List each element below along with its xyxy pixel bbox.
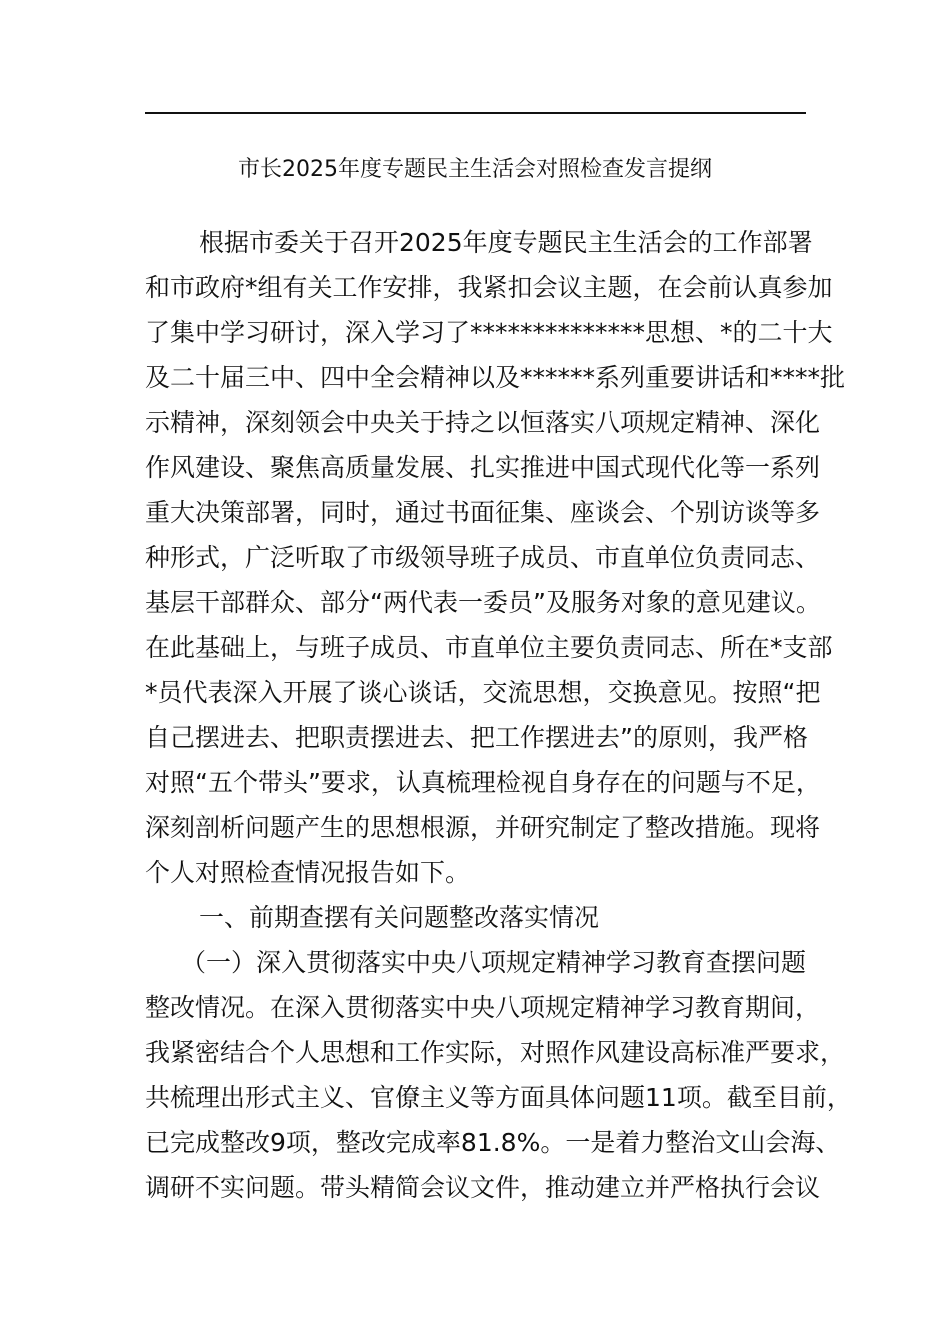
subsection-heading: （一）深入贯彻落实中央八项规定精神学习教育查摆问题 [181,948,807,977]
paragraph-line: 我紧密结合个人思想和工作实际，对照作风建设高标准严要求， [145,1038,846,1067]
paragraph-line: 及二十届三中、四中全会精神以及******系列重要讲话和****批 [145,363,846,392]
section-heading: 一、前期查摆有关问题整改落实情况 [199,903,600,932]
paragraph-line: 根据市委关于召开2025年度专题民主生活会的工作部署 [199,228,813,257]
paragraph-line: 深刻剖析问题产生的思想根源，并研究制定了整改措施。现将 [145,813,821,842]
paragraph-line: 重大决策部署，同时，通过书面征集、座谈会、个别访谈等多 [145,498,821,527]
paragraph-line: 整改情况。在深入贯彻落实中央八项规定精神学习教育期间， [145,993,821,1022]
paragraph-line: 调研不实问题。带头精简会议文件，推动建立并严格执行会议 [145,1173,821,1202]
paragraph-line: *员代表深入开展了谈心谈话，交流思想，交换意见。按照“把 [145,678,821,707]
paragraph-line: 基层干部群众、部分“两代表一委员”及服务对象的意见建议。 [145,588,821,617]
paragraph-line: 自己摆进去、把职责摆进去、把工作摆进去”的原则，我严格 [145,723,808,752]
paragraph-line: 示精神，深刻领会中央关于持之以恒落实八项规定精神、深化 [145,408,821,437]
paragraph-line: 共梳理出形式主义、官僚主义等方面具体问题11项。截至目前， [145,1083,852,1112]
paragraph-line: 在此基础上，与班子成员、市直单位主要负责同志、所在*支部 [145,633,833,662]
header-rule [145,112,806,114]
paragraph-line: 和市政府*组有关工作安排，我紧扣会议主题，在会前认真参加 [145,273,833,302]
paragraph-line: 对照“五个带头”要求，认真梳理检视自身存在的问题与不足， [145,768,821,797]
paragraph-line: 已完成整改9项，整改完成率81.8%。一是着力整治文山会海、 [145,1128,841,1157]
paragraph-line: 个人对照检查情况报告如下。 [145,858,471,887]
paragraph-line: 种形式，广泛听取了市级领导班子成员、市直单位负责同志、 [145,543,821,572]
paragraph-line: 了集中学习研讨，深入学习了**************思想、*的二十大 [145,318,833,347]
paragraph-line: 作风建设、聚焦高质量发展、扎实推进中国式现代化等一系列 [145,453,821,482]
document-title: 市长2025年度专题民主生活会对照检查发言提纲 [238,157,712,182]
